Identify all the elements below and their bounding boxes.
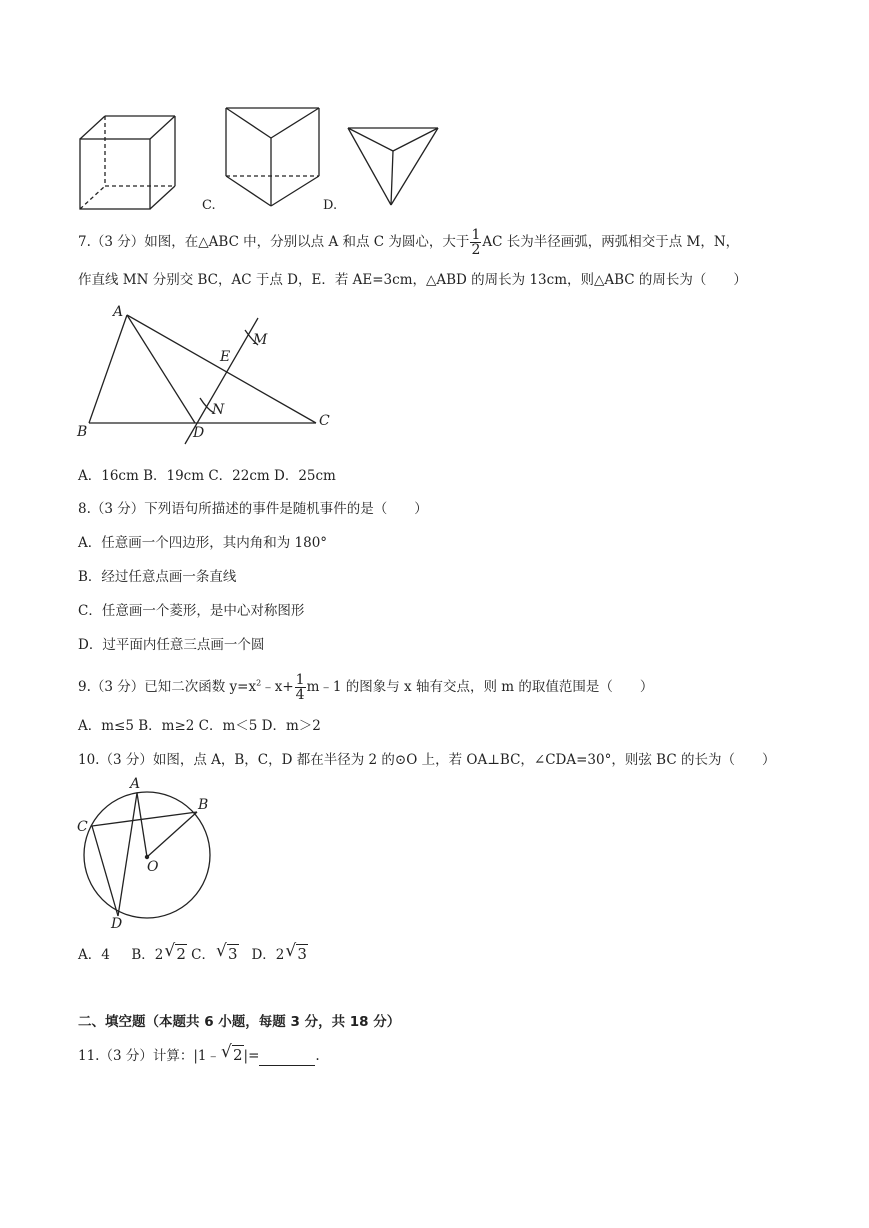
q10-options: A．4 B．2 √ 2 C． √ 3 D．2 √ 3 [78, 941, 307, 963]
q6-option-d-label: D. [323, 198, 338, 213]
q7-point-d: D [193, 425, 205, 441]
q10-point-o: O [147, 859, 159, 875]
q10-stem: 10.（3 分）如图，点 A，B，C，D 都在半径为 2 的⊙O 上，若 OA⊥BC，∠CDA=30°，则弦 BC 的长为（ ） [78, 752, 776, 768]
q9-stem: 9.（3 分）已知二次函数 $y=x^2﹣x+$ $\frac{1}{4}$ m﹣1 的图象与 x 轴有交点，则 m 的取值范围是（ ） [78, 672, 654, 703]
q10-point-b: B [198, 797, 209, 813]
q8-option-c: C．任意画一个菱形，是中心对称图形 [78, 603, 305, 619]
q9-fraction: $\frac{1}{4}$ [295, 672, 305, 703]
q11-sqrt: √ 2 [221, 1042, 243, 1064]
q7-stem-line1: 7.（3 分）如图，在△ABC 中，分别以点 A 和点 C 为圆心，大于 $\frac{1}{2}$ AC 长为半径画弧，两弧相交于点 M，N， [78, 227, 740, 258]
q7-fraction: $\frac{1}{2}$ [471, 227, 481, 258]
q10-point-d: D [111, 916, 123, 932]
q7-options: A．16cm B．19cm C．22cm D．25cm [78, 468, 336, 484]
q7-point-c: C [319, 413, 330, 429]
q10-point-c: C [77, 819, 88, 835]
q10-option-b-sqrt: √ 2 [164, 941, 186, 963]
q7-point-a: A [113, 304, 124, 320]
q8-option-b: B．经过任意点画一条直线 [78, 569, 237, 585]
q8-stem: 8.（3 分）下列语句所描述的事件是随机事件的是（ ） [78, 501, 428, 517]
q10-point-a: A [130, 776, 141, 792]
q8-option-a: A．任意画一个四边形，其内角和为 180° [78, 535, 328, 551]
q10-option-d-sqrt: √ 3 [285, 941, 307, 963]
q11-answer-blank[interactable] [259, 1051, 315, 1066]
q7-point-b: B [77, 424, 88, 440]
q11-stem: 11.（3 分）计算：|1﹣ √ 2|= . [78, 1042, 320, 1064]
q9-options: A．m≤5 B．m≥2 C．m＜5 D．m＞2 [78, 718, 321, 734]
q10-option-c-sqrt: √ 3 [216, 941, 238, 963]
q8-option-d: D．过平面内任意三点画一个圆 [78, 637, 265, 653]
q7-stem-line2: 作直线 MN 分别交 BC，AC 于点 D，E．若 AE=3cm，△ABD 的周长为 13cm，则△ABC 的周长为（ ） [78, 272, 747, 288]
q7-point-n: N [212, 402, 225, 418]
q6-option-c-label: C. [202, 198, 216, 213]
q7-point-m: M [253, 332, 268, 348]
section2-heading: 二、填空题（本题共 6 小题，每题 3 分，共 18 分） [78, 1014, 401, 1030]
q7-point-e: E [220, 349, 231, 365]
